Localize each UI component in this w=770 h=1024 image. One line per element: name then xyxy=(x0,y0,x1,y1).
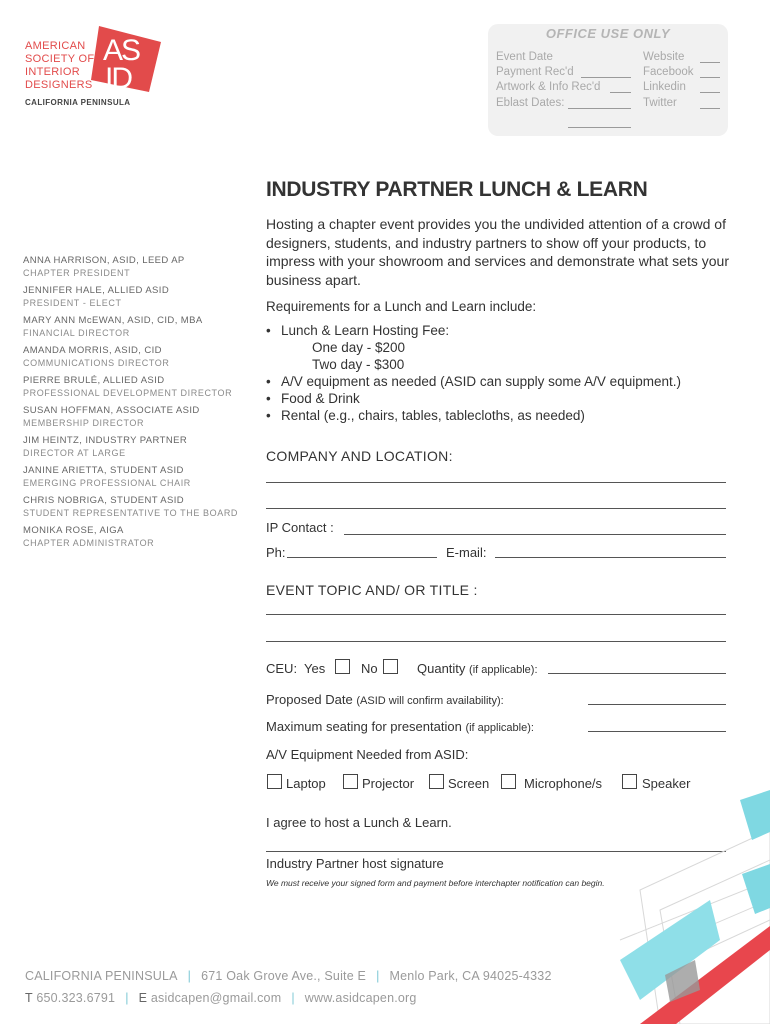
officer-name: AMANDA MORRIS, ASID, CID xyxy=(23,345,162,356)
officer-title: CHAPTER ADMINISTRATOR xyxy=(23,538,155,548)
fee-one-day: One day - $200 xyxy=(312,340,406,355)
officer-name: CHRIS NOBRIGA, STUDENT ASID xyxy=(23,495,185,506)
event-date-label: Event Date xyxy=(496,51,553,63)
projector-checkbox[interactable] xyxy=(343,774,358,789)
officer-name: JIM HEINTZ, INDUSTRY PARTNER xyxy=(23,435,188,446)
ip-contact-label: IP Contact : xyxy=(266,520,334,535)
submission-note: We must receive your signed form and payment before interchapter notification can begin. xyxy=(266,878,605,888)
footer-separator: | xyxy=(187,969,192,983)
requirements-heading: Requirements for a Lunch and Learn include: xyxy=(266,299,537,314)
officer-item xyxy=(23,255,243,278)
footer-address: 671 Oak Grove Ave., Suite E xyxy=(201,969,367,983)
fee-two-day: Two day - $300 xyxy=(312,357,405,372)
phone-prefix: T xyxy=(25,991,33,1005)
payment-recd-line[interactable] xyxy=(581,77,631,78)
proposed-date-note: (ASID will confirm availability): xyxy=(356,695,504,707)
email-prefix: E xyxy=(138,991,148,1005)
footer-address-row xyxy=(25,969,552,983)
company-line-1[interactable] xyxy=(266,482,726,483)
speaker-label: Speaker xyxy=(642,776,691,791)
officer-item xyxy=(23,345,243,368)
ceu-yes-checkbox[interactable] xyxy=(335,659,350,674)
max-seating-label xyxy=(266,719,534,734)
quantity-text: Quantity xyxy=(417,661,466,676)
artwork-recd-label: Artwork & Info Rec'd xyxy=(496,81,601,93)
intro-paragraph: Hosting a chapter event provides you the undivided attention of a crowd of designers, students, and industry partners to show off your products, to impress with your showroom and services and demonstrate what sets your business apart. xyxy=(266,216,729,288)
linkedin-label: Linkedin xyxy=(643,81,686,93)
ip-contact-field[interactable] xyxy=(344,534,726,535)
footer-separator: | xyxy=(125,991,129,1005)
office-use-box xyxy=(488,24,728,136)
officer-title: DIRECTOR AT LARGE xyxy=(23,448,126,458)
officer-name: JANINE ARIETTA, STUDENT ASID xyxy=(23,465,184,476)
officer-title: PRESIDENT - ELECT xyxy=(23,298,122,308)
screen-label: Screen xyxy=(448,776,490,791)
officer-name: ANNA HARRISON, ASID, LEED AP xyxy=(23,255,185,266)
footer-city: Menlo Park, CA 94025-4332 xyxy=(389,969,552,983)
proposed-date-text: Proposed Date xyxy=(266,692,353,707)
officer-item xyxy=(23,405,243,428)
max-seating-field[interactable] xyxy=(588,731,726,732)
requirement-food: • Food & Drink xyxy=(266,390,736,407)
officer-item xyxy=(23,495,243,518)
officer-name: MONIKA ROSE, AIGA xyxy=(23,525,124,536)
event-topic-line-2[interactable] xyxy=(266,641,726,642)
website-line[interactable] xyxy=(700,62,720,63)
event-topic-line-1[interactable] xyxy=(266,614,726,615)
footer-separator: | xyxy=(376,969,380,983)
av-heading: A/V Equipment Needed from ASID: xyxy=(266,747,469,762)
requirements-list xyxy=(266,322,736,424)
company-location-heading: COMPANY AND LOCATION: xyxy=(266,448,453,464)
footer-chapter: CALIFORNIA PENINSULA xyxy=(25,969,178,983)
proposed-date-field[interactable] xyxy=(588,704,726,705)
svg-text:ID: ID xyxy=(105,62,131,94)
officer-title: STUDENT REPRESENTATIVE TO THE BOARD xyxy=(23,508,239,518)
logo-line: AMERICAN xyxy=(25,40,86,52)
officer-item xyxy=(23,375,243,398)
twitter-label: Twitter xyxy=(643,97,677,109)
signature-label: Industry Partner host signature xyxy=(266,856,444,871)
officer-title: EMERGING PROFESSIONAL CHAIR xyxy=(23,478,191,488)
linkedin-line[interactable] xyxy=(700,92,720,93)
decorative-graphic xyxy=(600,790,770,1024)
proposed-date-label xyxy=(266,692,504,707)
officer-item xyxy=(23,435,243,458)
office-use-title: OFFICE USE ONLY xyxy=(545,26,671,41)
agreement-text: I agree to host a Lunch & Learn. xyxy=(266,815,452,830)
officer-name: SUSAN HOFFMAN, ASSOCIATE ASID xyxy=(23,405,200,416)
officer-title: MEMBERSHIP DIRECTOR xyxy=(23,418,145,428)
officer-item xyxy=(23,285,243,308)
quantity-note: (if applicable): xyxy=(469,664,538,676)
officer-name: PIERRE BRULÉ, ALLIED ASID xyxy=(23,375,165,386)
officer-title: FINANCIAL DIRECTOR xyxy=(23,328,130,338)
ceu-label: CEU: xyxy=(266,661,298,676)
page-title: INDUSTRY PARTNER LUNCH & LEARN xyxy=(266,178,648,201)
company-line-2[interactable] xyxy=(266,508,726,509)
laptop-label: Laptop xyxy=(286,776,326,791)
requirement-fee: • Lunch & Learn Hosting Fee: xyxy=(266,322,736,339)
microphone-label: Microphone/s xyxy=(524,776,603,791)
event-topic-heading: EVENT TOPIC AND/ OR TITLE : xyxy=(266,582,478,598)
footer-phone[interactable]: 650.323.6791 xyxy=(36,991,116,1005)
website-label: Website xyxy=(643,51,685,63)
facebook-label: Facebook xyxy=(643,66,694,78)
officer-list xyxy=(23,255,243,555)
microphone-checkbox[interactable] xyxy=(501,774,516,789)
officer-name: JENNIFER HALE, ALLIED ASID xyxy=(23,285,170,296)
facebook-line[interactable] xyxy=(700,77,720,78)
projector-label: Projector xyxy=(362,776,415,791)
quantity-label xyxy=(417,661,538,676)
quantity-field[interactable] xyxy=(548,673,726,674)
logo-line: INTERIOR xyxy=(25,66,80,78)
phone-label: Ph: xyxy=(266,545,286,560)
logo-line: SOCIETY OF xyxy=(25,53,95,65)
footer-website[interactable]: www.asidcapen.org xyxy=(304,991,417,1005)
footer-email[interactable]: asidcapen@gmail.com xyxy=(150,991,282,1005)
eblast-dates-line[interactable] xyxy=(568,108,631,109)
ceu-no-label: No xyxy=(361,661,378,676)
email-label: E-mail: xyxy=(446,545,487,560)
eblast-dates-line-2[interactable] xyxy=(568,127,631,128)
requirement-rental: • Rental (e.g., chairs, tables, tablecloths, as needed) xyxy=(266,407,736,424)
officer-name: MARY ANN McEWAN, ASID, CID, MBA xyxy=(23,315,203,326)
asid-logo-mark xyxy=(91,26,161,94)
eblast-dates-label: Eblast Dates: xyxy=(496,97,565,109)
max-seating-note: (if applicable): xyxy=(465,722,534,734)
officer-title: CHAPTER PRESIDENT xyxy=(23,268,131,278)
officer-item xyxy=(23,315,243,338)
officer-title: COMMUNICATIONS DIRECTOR xyxy=(23,358,170,368)
twitter-line[interactable] xyxy=(700,108,720,109)
requirement-av: • A/V equipment as needed (ASID can supply some A/V equipment.) xyxy=(266,373,736,390)
payment-recd-label: Payment Rec'd xyxy=(496,66,574,78)
email-field[interactable] xyxy=(495,557,726,558)
officer-title: PROFESSIONAL DEVELOPMENT DIRECTOR xyxy=(23,388,233,398)
logo-line: DESIGNERS xyxy=(25,79,93,91)
screen-checkbox[interactable] xyxy=(429,774,444,789)
footer-contact-row xyxy=(25,991,417,1005)
ceu-yes-label: Yes xyxy=(304,661,326,676)
laptop-checkbox[interactable] xyxy=(267,774,282,789)
ceu-no-checkbox[interactable] xyxy=(383,659,398,674)
max-seating-text: Maximum seating for presentation xyxy=(266,719,462,734)
footer-separator: | xyxy=(291,991,295,1005)
logo-wordmark xyxy=(25,40,94,92)
speaker-checkbox[interactable] xyxy=(622,774,637,789)
svg-text:AS: AS xyxy=(103,34,140,67)
officer-item xyxy=(23,465,243,488)
officer-item xyxy=(23,525,243,548)
artwork-recd-line[interactable] xyxy=(610,92,631,93)
phone-field[interactable] xyxy=(287,557,437,558)
chapter-name: CALIFORNIA PENINSULA xyxy=(25,98,131,107)
